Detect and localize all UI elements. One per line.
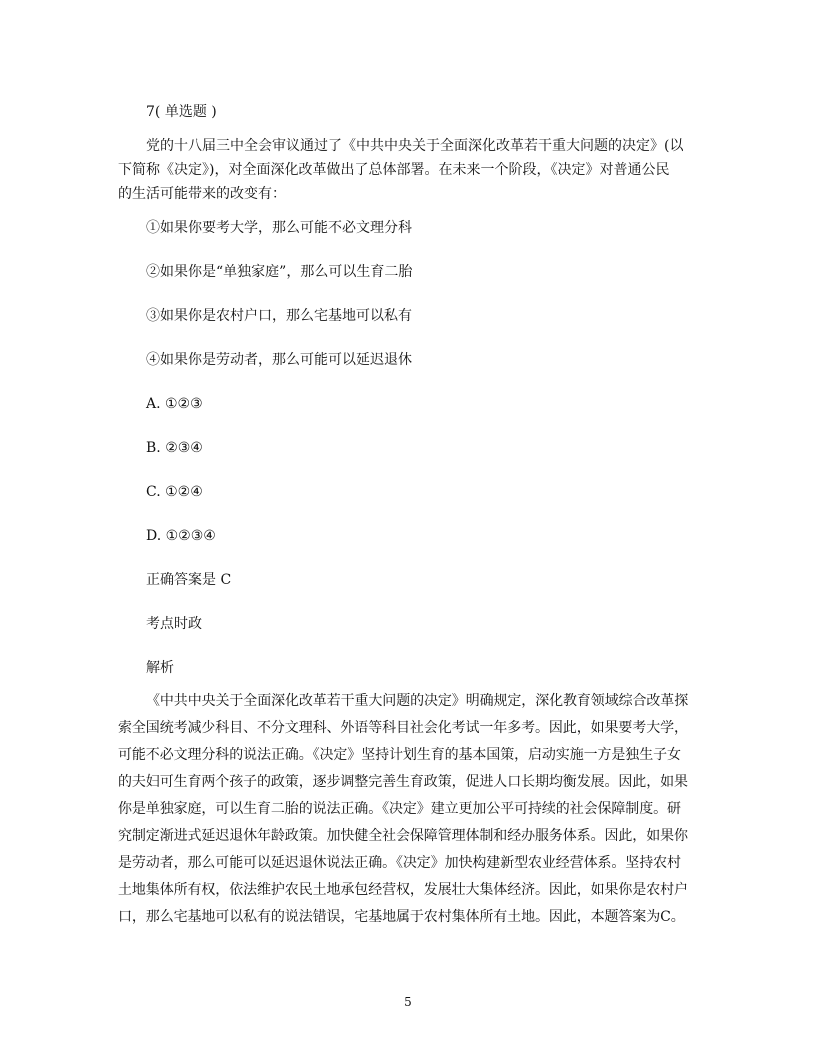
analysis-title: 解析 xyxy=(146,660,174,676)
statement-item: ②如果你是“单独家庭”，那么可以生育二胎 xyxy=(146,264,413,280)
answer-option-a: A. ①②③ xyxy=(146,396,203,412)
analysis-line: 究制定渐进式延迟退休年龄政策。加快健全社会保障管理体制和经办服务体系。因此，如果你 xyxy=(118,828,688,844)
analysis-line: 口，那么宅基地可以私有的说法错误，宅基地属于农村集体所有土地。因此，本题答案为C。 xyxy=(118,909,685,925)
answer-option-c: C. ①②④ xyxy=(146,484,203,500)
correct-answer: 正确答案是 C xyxy=(146,572,232,588)
stem-line: 的生活可能带来的改变有： xyxy=(118,186,286,202)
answer-option-d: D. ①②③④ xyxy=(146,528,216,544)
analysis-line: 《中共中央关于全面深化改革若干重大问题的决定》明确规定，深化教育领域综合改革探 xyxy=(146,693,689,709)
analysis-body xyxy=(118,688,689,931)
analysis-line: 可能不必文理分科的说法正确。《决定》坚持计划生育的基本国策，启动实施一方是独生子女 xyxy=(118,747,681,763)
analysis-line: 是劳动者，那么可能可以延迟退休说法正确。《决定》加快构建新型农业经营体系。坚持农村 xyxy=(118,855,681,871)
question-number: 7( 单选题 ) xyxy=(146,104,217,120)
question-stem xyxy=(118,134,684,206)
analysis-line: 的夫妇可生育两个孩子的政策，逐步调整完善生育政策，促进人口长期均衡发展。因此，如果 xyxy=(118,774,688,790)
answer-option-b: B. ②③④ xyxy=(146,440,203,456)
stem-line: 下简称《决定》)，对全面深化改革做出了总体部署。在未来一个阶段，《决定》对普通公民 xyxy=(118,162,670,178)
statement-item: ③如果你是农村户口，那么宅基地可以私有 xyxy=(146,308,412,324)
topic-label: 考点时政 xyxy=(146,616,202,632)
question-block xyxy=(118,100,689,931)
stem-line: 党的十八届三中全会审议通过了《中共中央关于全面深化改革若干重大问题的决定》(以 xyxy=(146,138,684,154)
analysis-line: 你是单独家庭，可以生育二胎的说法正确。《决定》建立更加公平可持续的社会保障制度。研 xyxy=(118,801,681,817)
analysis-line: 索全国统考减少科目、不分文理科、外语等科目社会化考试一年多考。因此，如果要考大学， xyxy=(118,720,688,736)
analysis-line: 土地集体所有权，依法维护农民土地承包经营权，发展壮大集体经济。因此，如果你是农村户 xyxy=(118,882,688,898)
page-number: 5 xyxy=(404,995,412,1009)
statement-item: ④如果你是劳动者，那么可能可以延迟退休 xyxy=(146,352,412,368)
statement-item: ①如果你要考大学，那么可能不必文理分科 xyxy=(146,220,412,236)
